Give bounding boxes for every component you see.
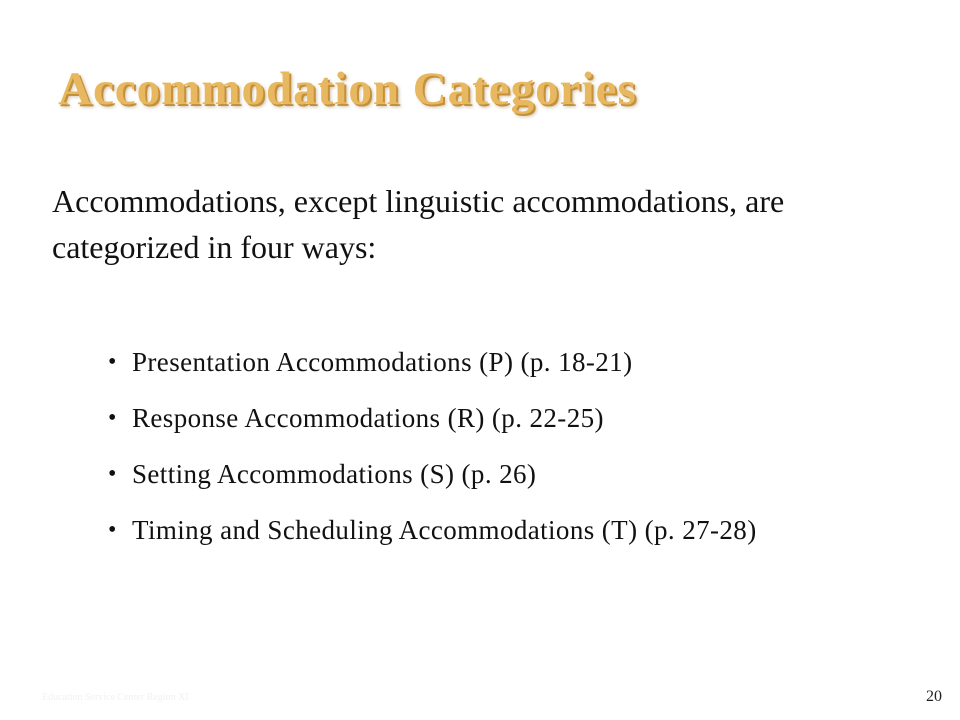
bullet-icon: • [108, 349, 117, 375]
category-list [108, 344, 888, 568]
footer-organization: Education Service Center Region XI [42, 692, 189, 703]
bullet-icon: • [108, 461, 117, 487]
category-item-presentation [108, 344, 888, 380]
category-item-timing [108, 512, 888, 548]
intro-text: Accommodations, except linguistic accommodations, are categorized in four ways: [52, 183, 785, 265]
category-label: Response Accommodations (R) (p. 22-25) [132, 403, 604, 433]
page-number: 20 [926, 688, 942, 705]
category-label: Timing and Scheduling Accommodations (T) (p. 27-28) [132, 515, 757, 545]
category-label: Presentation Accommodations (P) (p. 18-21) [132, 347, 633, 377]
category-item-response [108, 400, 888, 436]
category-item-setting [108, 456, 888, 492]
bullet-icon: • [108, 517, 117, 543]
slide-title: Accommodation Categories [58, 63, 637, 115]
bullet-icon: • [108, 405, 117, 431]
category-label: Setting Accommodations (S) (p. 26) [132, 459, 537, 489]
